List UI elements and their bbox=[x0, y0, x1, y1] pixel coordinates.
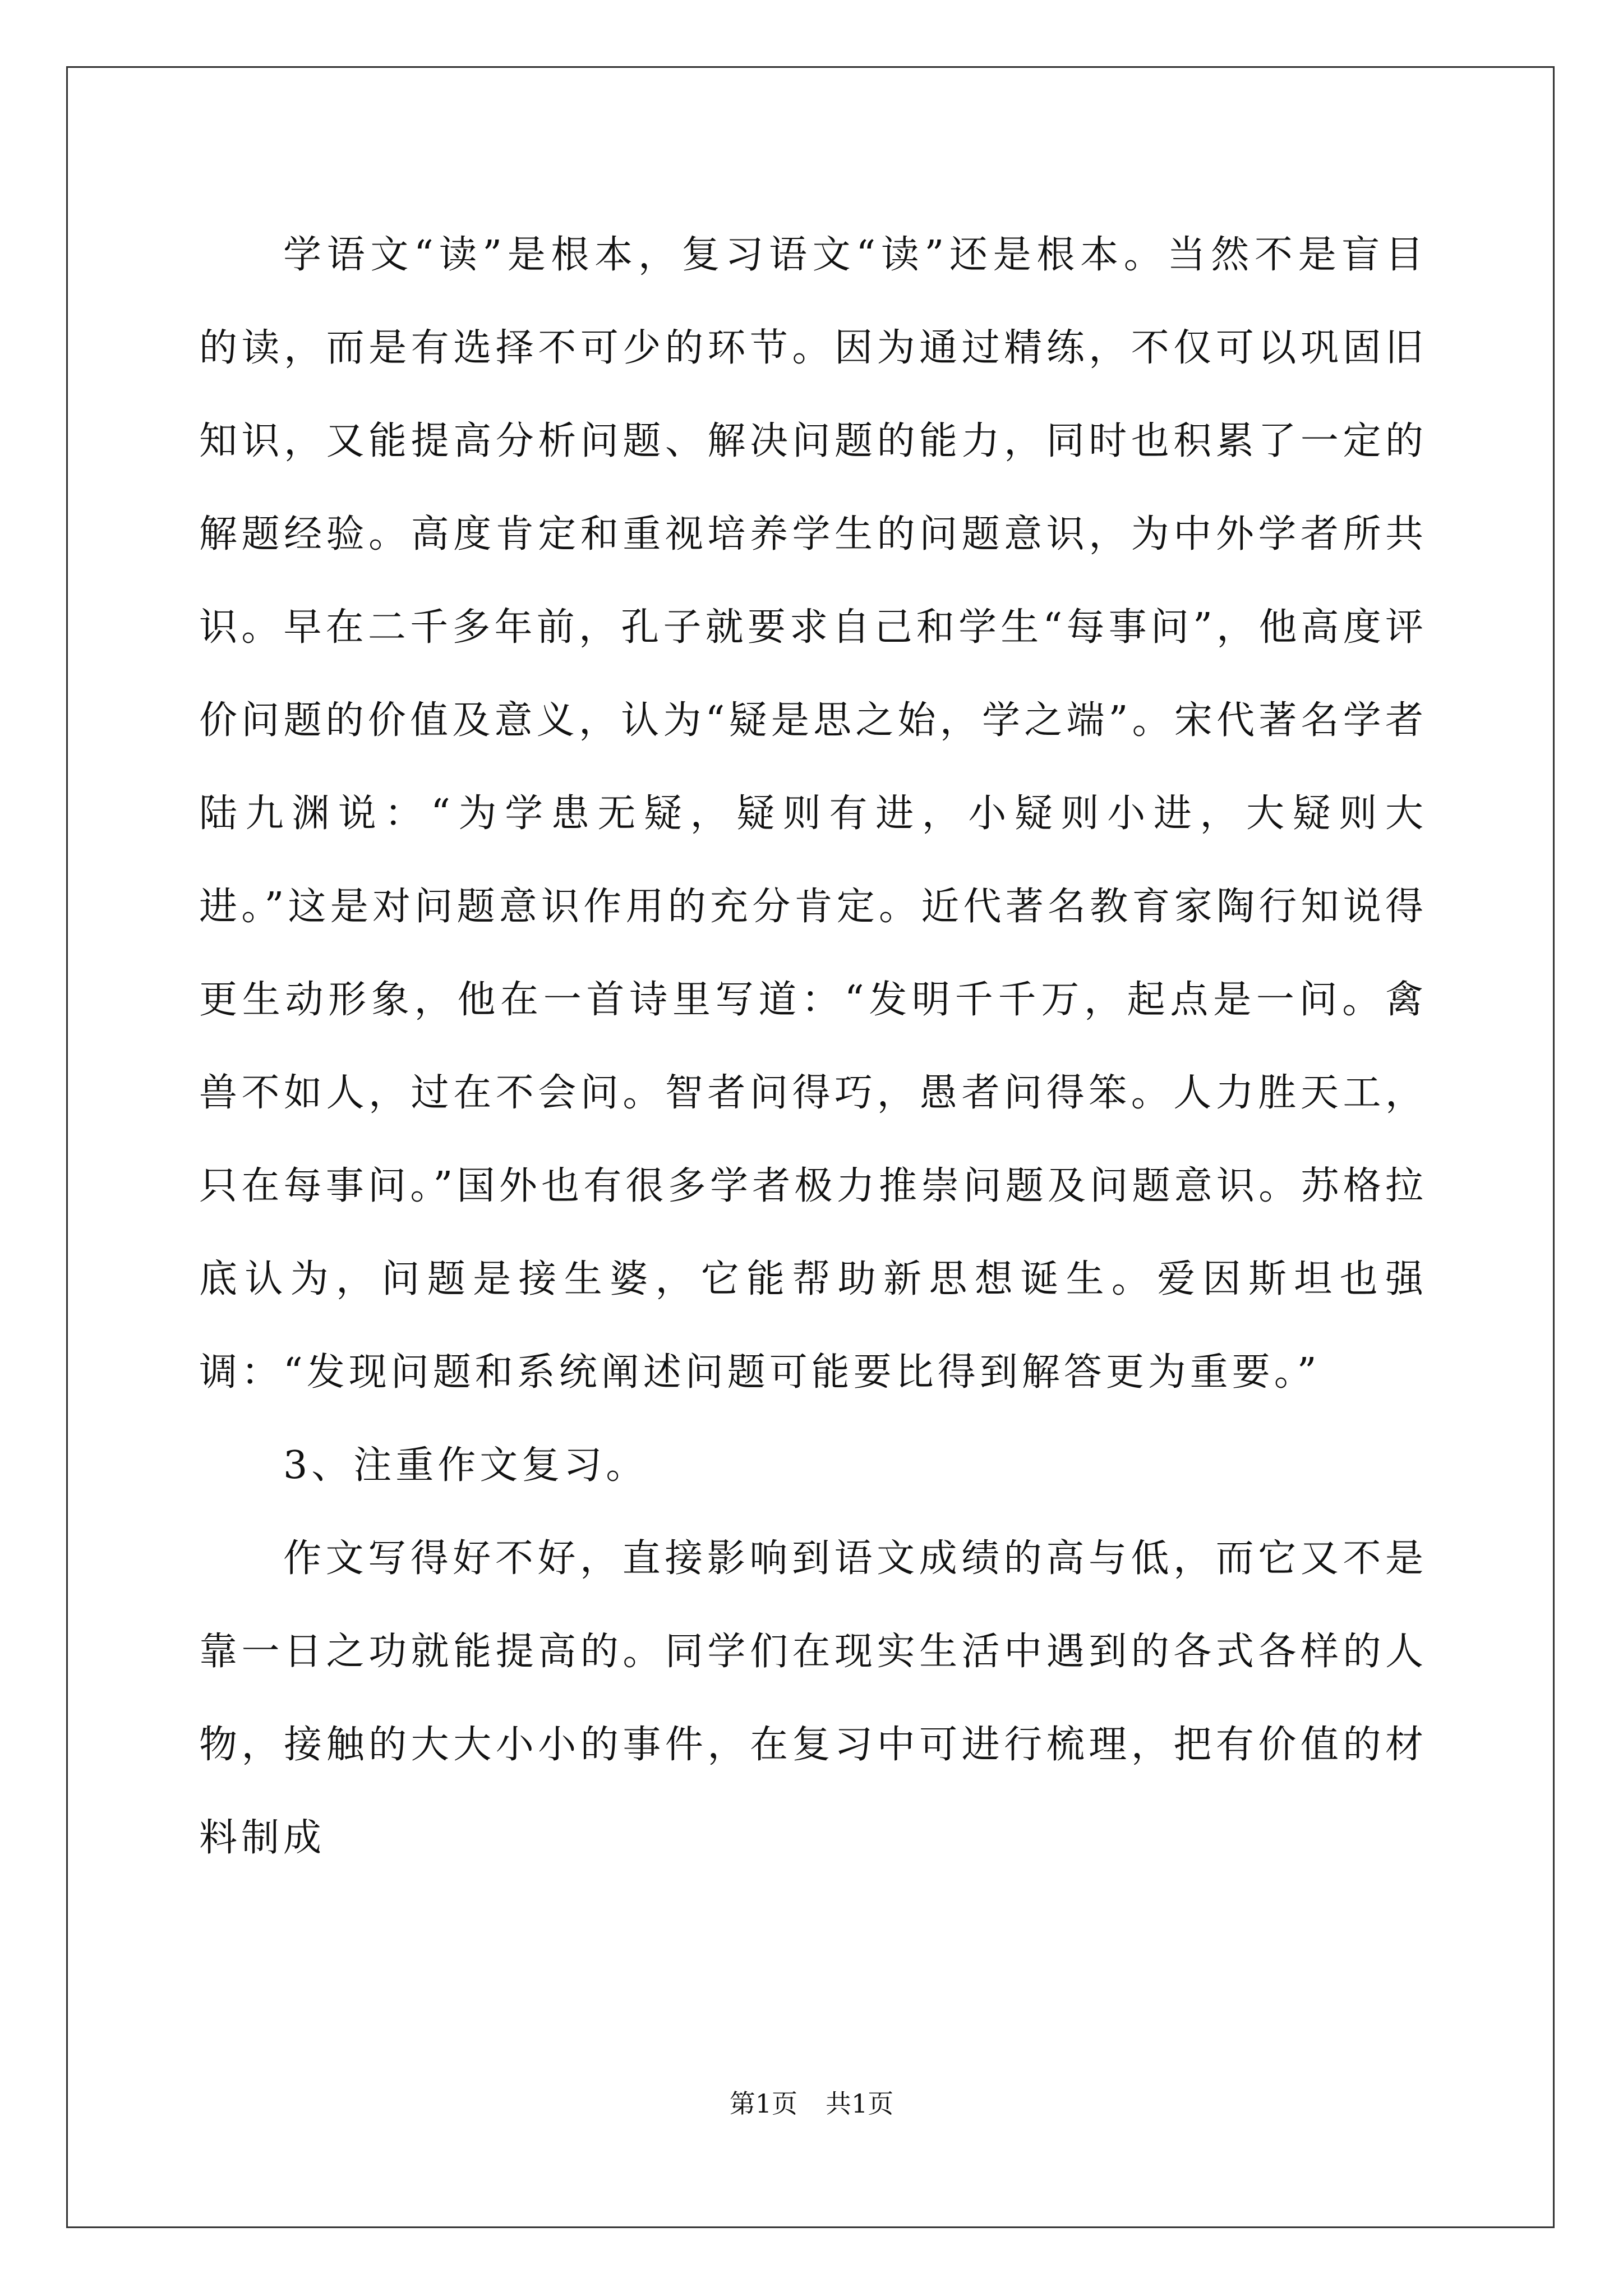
paragraph-essay: 作文写得好不好，直接影响到语文成绩的高与低，而它又不是靠一日之功就能提高的。同学们在现实生活中遇到的各式各样的人物，接触的大大小小的事件，在复习中可进行梳理，把有价值的材料制成 bbox=[199, 1536, 1427, 1860]
document-body bbox=[199, 209, 1427, 1885]
paragraph-heading-essay: 3、注重作文复习。 bbox=[283, 1443, 648, 1488]
paragraph-reading: 学语文“读”是根本，复习语文“读”还是根本。当然不是盲目的读，而是有选择不可少的环节。因为通过精练，不仅可以巩固旧知识，又能提高分析问题、解决问题的能力，同时也积累了一定的解题经验。高度肯定和重视培养学生的问题意识，为中外学者所共识。早在二千多年前，孔子就要求自己和学生“每事问”，他高度评价问题的价值及意义，认为“疑是思之始，学之端”。宋代著名学者陆九渊说：“为学患无疑，疑则有进，小疑则小进，大疑则大进。”这是对问题意识作用的充分肯定。近代著名教育家陶行知说得更生动形象，他在一首诗里写道：“发明千千万，起点是一问。禽兽不如人，过在不会问。智者问得巧，愚者问得笨。人力胜天工，只在每事问。”国外也有很多学者极力推崇问题及问题意识。苏格拉底认为，问题是接生婆，它能帮助新思想诞生。爱因斯坦也强调：“发现问题和系统阐述问题可能要比得到解答更为重要。” bbox=[199, 233, 1427, 1395]
page-number-current: 第1页 bbox=[729, 2088, 797, 2119]
page-number-total: 共1页 bbox=[826, 2088, 894, 2119]
page-footer bbox=[0, 2087, 1623, 2120]
